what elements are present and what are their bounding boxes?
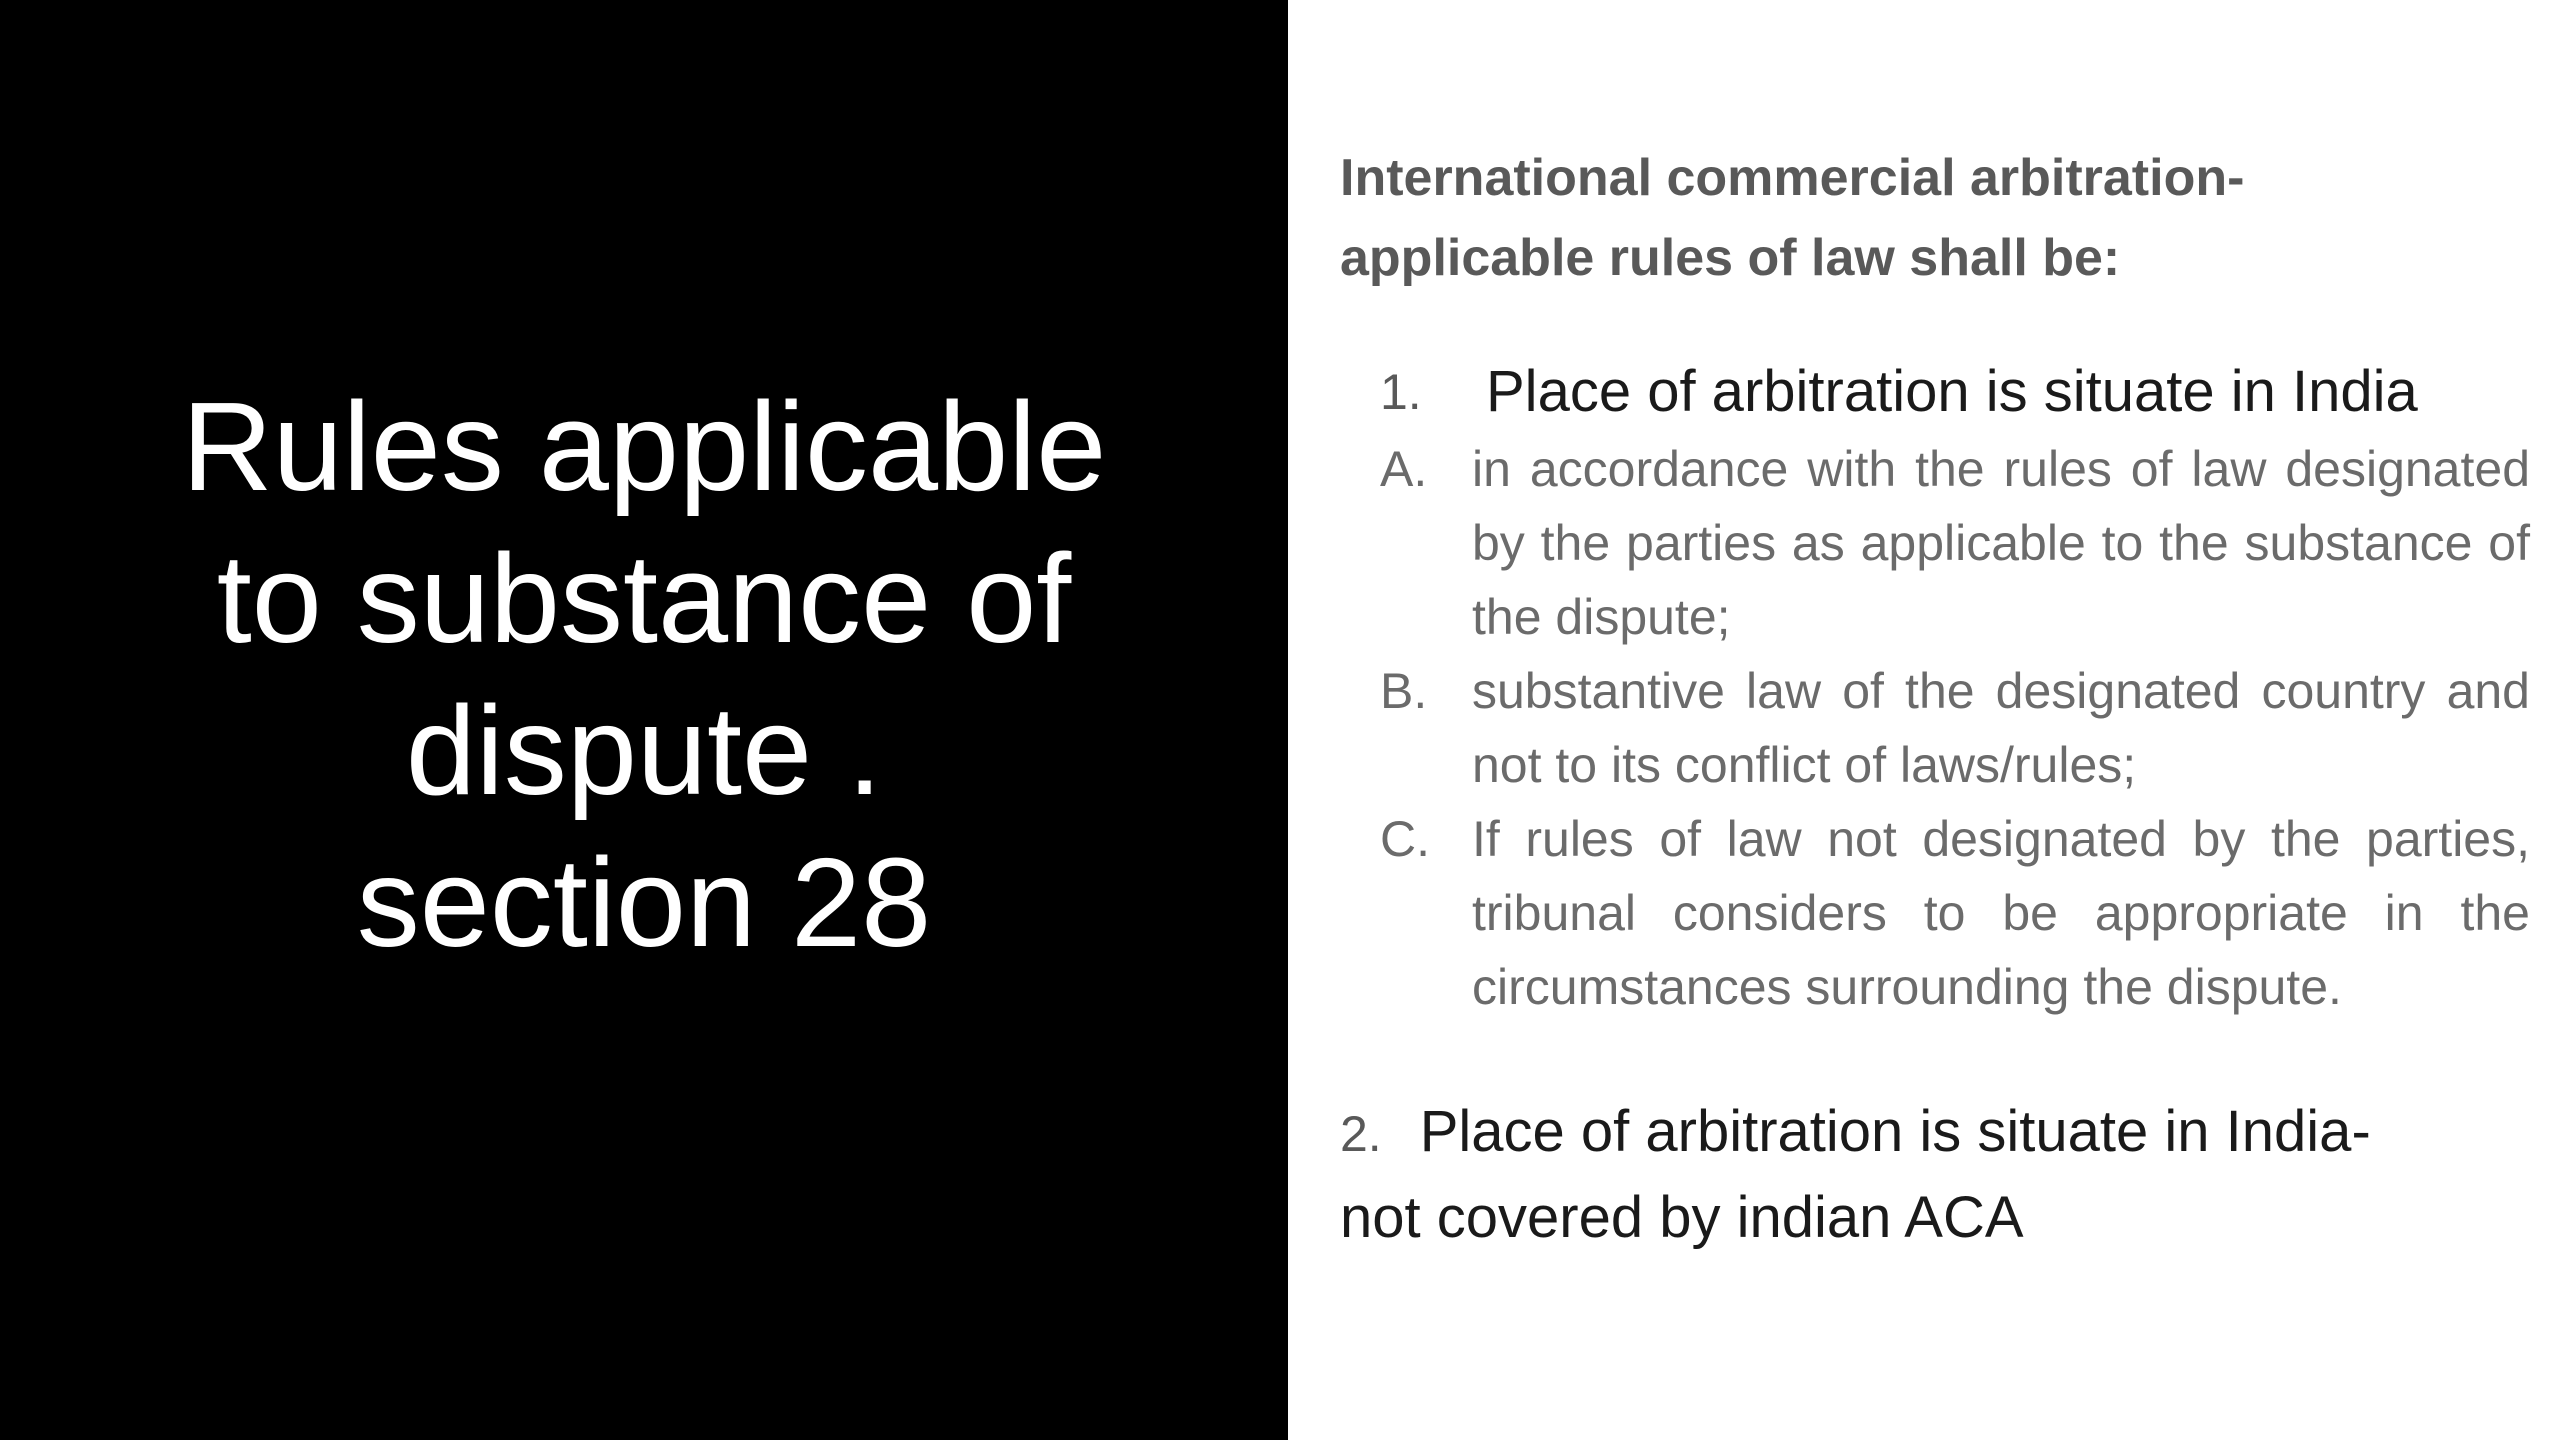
sub-item-text: in accordance with the rules of law designated by the parties as applicable to the substance of the dispute; — [1472, 441, 2530, 645]
list-item-text: Place of arbitration is situate in India — [1486, 359, 2418, 424]
heading-line: International commercial arbitration- — [1340, 149, 2245, 207]
sub-letter: B. — [1380, 663, 1428, 719]
list-item-text: Place of arbitration is situate in India- — [1419, 1099, 2371, 1164]
sub-letter: C. — [1380, 811, 1430, 867]
content-panel — [1340, 138, 2530, 1260]
title-line: dispute . — [405, 680, 883, 821]
sub-list — [1340, 432, 2530, 1024]
title-line: section 28 — [356, 832, 932, 973]
list-number: 2. — [1340, 1106, 1382, 1162]
sub-item-a — [1340, 432, 2530, 654]
sub-letter: A. — [1380, 441, 1428, 497]
list-item-1 — [1340, 352, 2530, 432]
list-number: 1. — [1380, 364, 1422, 420]
sub-item-text: substantive law of the designated country and not to its conflict of laws/rules; — [1472, 663, 2530, 793]
sub-item-b — [1340, 654, 2530, 802]
content-heading — [1340, 138, 2530, 298]
sub-item-text: If rules of law not designated by the parties, tribunal considers to be appropriate in the circumstances surrounding the dispute. — [1472, 811, 2530, 1015]
title-line: Rules applicable — [181, 376, 1107, 517]
title-line: to substance of — [216, 528, 1072, 669]
sub-item-c — [1340, 802, 2530, 1024]
slide-title — [44, 371, 1244, 979]
list-item-2 — [1340, 1090, 2530, 1260]
list-item-text-continued: not covered by indian ACA — [1340, 1185, 2024, 1250]
heading-line: applicable rules of law shall be: — [1340, 229, 2121, 287]
